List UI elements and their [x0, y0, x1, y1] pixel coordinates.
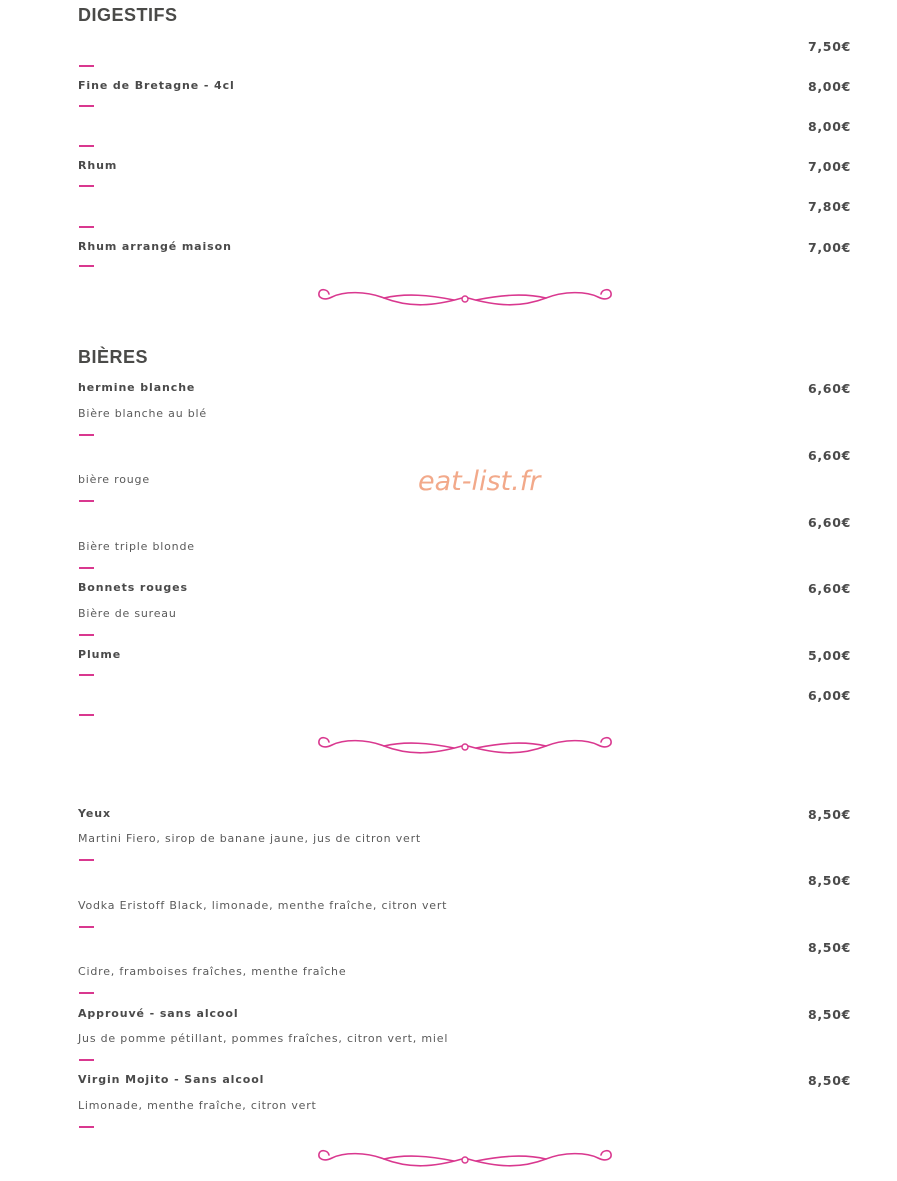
item-separator: [79, 65, 94, 67]
section-heading: BIÈRES: [78, 347, 149, 367]
item-description: Bière triple blonde: [78, 540, 195, 553]
item-name: hermine blanche: [78, 381, 196, 394]
item-separator: [79, 185, 94, 187]
item-price: 6,60€: [807, 448, 851, 463]
item-price: 8,50€: [807, 1073, 851, 1088]
item-description: Bière blanche au blé: [78, 407, 207, 420]
item-separator: [79, 714, 94, 716]
item-description: Bière de sureau: [78, 607, 177, 620]
item-separator: [79, 992, 94, 994]
item-price: 8,50€: [807, 873, 851, 888]
item-separator: [79, 1059, 94, 1061]
item-description: Martini Fiero, sirop de banane jaune, jus de citron vert: [78, 832, 422, 845]
flourish-divider-icon: [314, 1145, 616, 1175]
item-name: Rhum: [78, 159, 118, 172]
item-description: Cidre, framboises fraîches, menthe fraîche: [78, 965, 347, 978]
flourish-divider-icon: [314, 284, 616, 314]
item-price: 6,60€: [807, 581, 851, 596]
item-name: Fine de Bretagne - 4cl: [78, 79, 235, 92]
item-separator: [79, 1126, 94, 1128]
item-separator: [79, 859, 94, 861]
item-price: 6,60€: [807, 515, 851, 530]
item-price: 8,50€: [807, 1007, 851, 1022]
item-separator: [79, 265, 94, 267]
item-price: 7,00€: [807, 240, 851, 255]
item-price: 8,00€: [807, 79, 851, 94]
item-separator: [79, 105, 94, 107]
item-separator: [79, 434, 94, 436]
item-name: Approuvé - sans alcool: [78, 1007, 239, 1020]
item-separator: [79, 674, 94, 676]
item-description: Vodka Eristoff Black, limonade, menthe fraîche, citron vert: [78, 899, 448, 912]
item-price: 8,50€: [807, 807, 851, 822]
item-separator: [79, 634, 94, 636]
item-price: 7,00€: [807, 159, 851, 174]
item-description: bière rouge: [78, 473, 150, 486]
section-heading: DIGESTIFS: [78, 5, 178, 25]
item-separator: [79, 926, 94, 928]
item-price: 8,50€: [807, 940, 851, 955]
item-price: 6,60€: [807, 381, 851, 396]
item-separator: [79, 500, 94, 502]
item-name: Virgin Mojito - Sans alcool: [78, 1073, 265, 1086]
watermark: eat-list.fr: [418, 466, 541, 497]
item-price: 7,50€: [807, 39, 851, 54]
item-description: Jus de pomme pétillant, pommes fraîches, citron vert, miel: [78, 1032, 449, 1045]
item-name: Rhum arrangé maison: [78, 240, 232, 253]
item-price: 7,80€: [807, 199, 851, 214]
item-separator: [79, 226, 94, 228]
item-name: Plume: [78, 648, 122, 661]
item-separator: [79, 567, 94, 569]
item-price: 8,00€: [807, 119, 851, 134]
item-name: Yeux: [78, 807, 111, 820]
item-separator: [79, 145, 94, 147]
flourish-divider-icon: [314, 732, 616, 762]
item-price: 5,00€: [807, 648, 851, 663]
item-description: Limonade, menthe fraîche, citron vert: [78, 1099, 317, 1112]
item-name: Bonnets rouges: [78, 581, 188, 594]
item-price: 6,00€: [807, 688, 851, 703]
